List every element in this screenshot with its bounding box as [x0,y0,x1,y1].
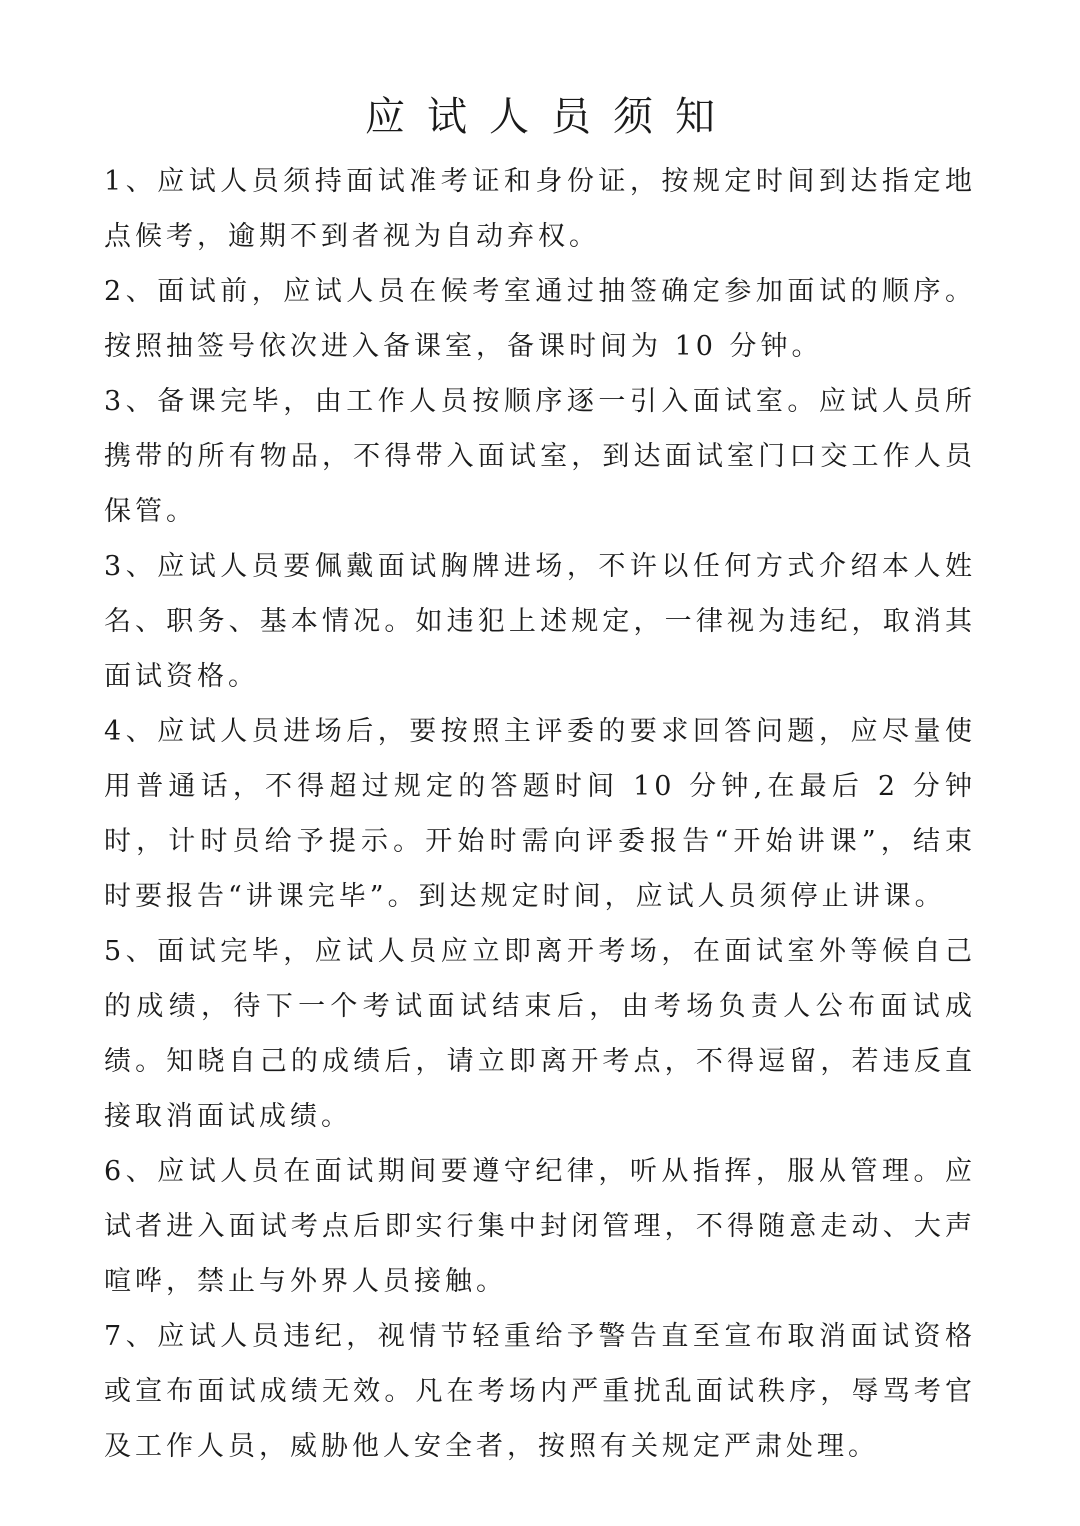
paragraph-4: 3、应试人员要佩戴面试胸牌进场，不许以任何方式介绍本人姓名、职务、基本情况。如违犯上述规定，一律视为违纪，取消其面试资格。 [104,551,976,692]
document-body [104,154,976,1474]
paragraph-1: 1、应试人员须持面试准考证和身份证，按规定时间到达指定地点候考，逾期不到者视为自动弃权。 [104,166,976,252]
paragraph-6: 5、面试完毕，应试人员应立即离开考场，在面试室外等候自己的成绩，待下一个考试面试结束后，由考场负责人公布面试成绩。知晓自己的成绩后，请立即离开考点，不得逗留，若违反直接取消面试成绩。 [104,936,976,1132]
paragraph-7: 6、应试人员在面试期间要遵守纪律，听从指挥，服从管理。应试者进入面试考点后即实行集中封闭管理，不得随意走动、大声喧哗，禁止与外界人员接触。 [104,1156,976,1297]
page-title: 应试人员须知 [365,94,737,140]
paragraph-2: 2、面试前，应试人员在候考室通过抽签确定参加面试的顺序。按照抽签号依次进入备课室，备课时间为 10 分钟。 [104,276,976,362]
paragraph-5: 4、应试人员进场后，要按照主评委的要求回答问题，应尽量使用普通话，不得超过规定的答题时间 10 分钟,在最后 2 分钟时，计时员给予提示。开始时需向评委报告“开始讲课”，结束时要报告“讲课完毕”。到达规定时间，应试人员须停止讲课。 [104,716,976,912]
paragraph-8: 7、应试人员违纪，视情节轻重给予警告直至宣布取消面试资格或宣布面试成绩无效。凡在考场内严重扰乱面试秩序，辱骂考官及工作人员，威胁他人安全者，按照有关规定严肃处理。 [104,1321,976,1462]
paragraph-3: 3、备课完毕，由工作人员按顺序逐一引入面试室。应试人员所携带的所有物品，不得带入面试室，到达面试室门口交工作人员保管。 [104,386,976,527]
